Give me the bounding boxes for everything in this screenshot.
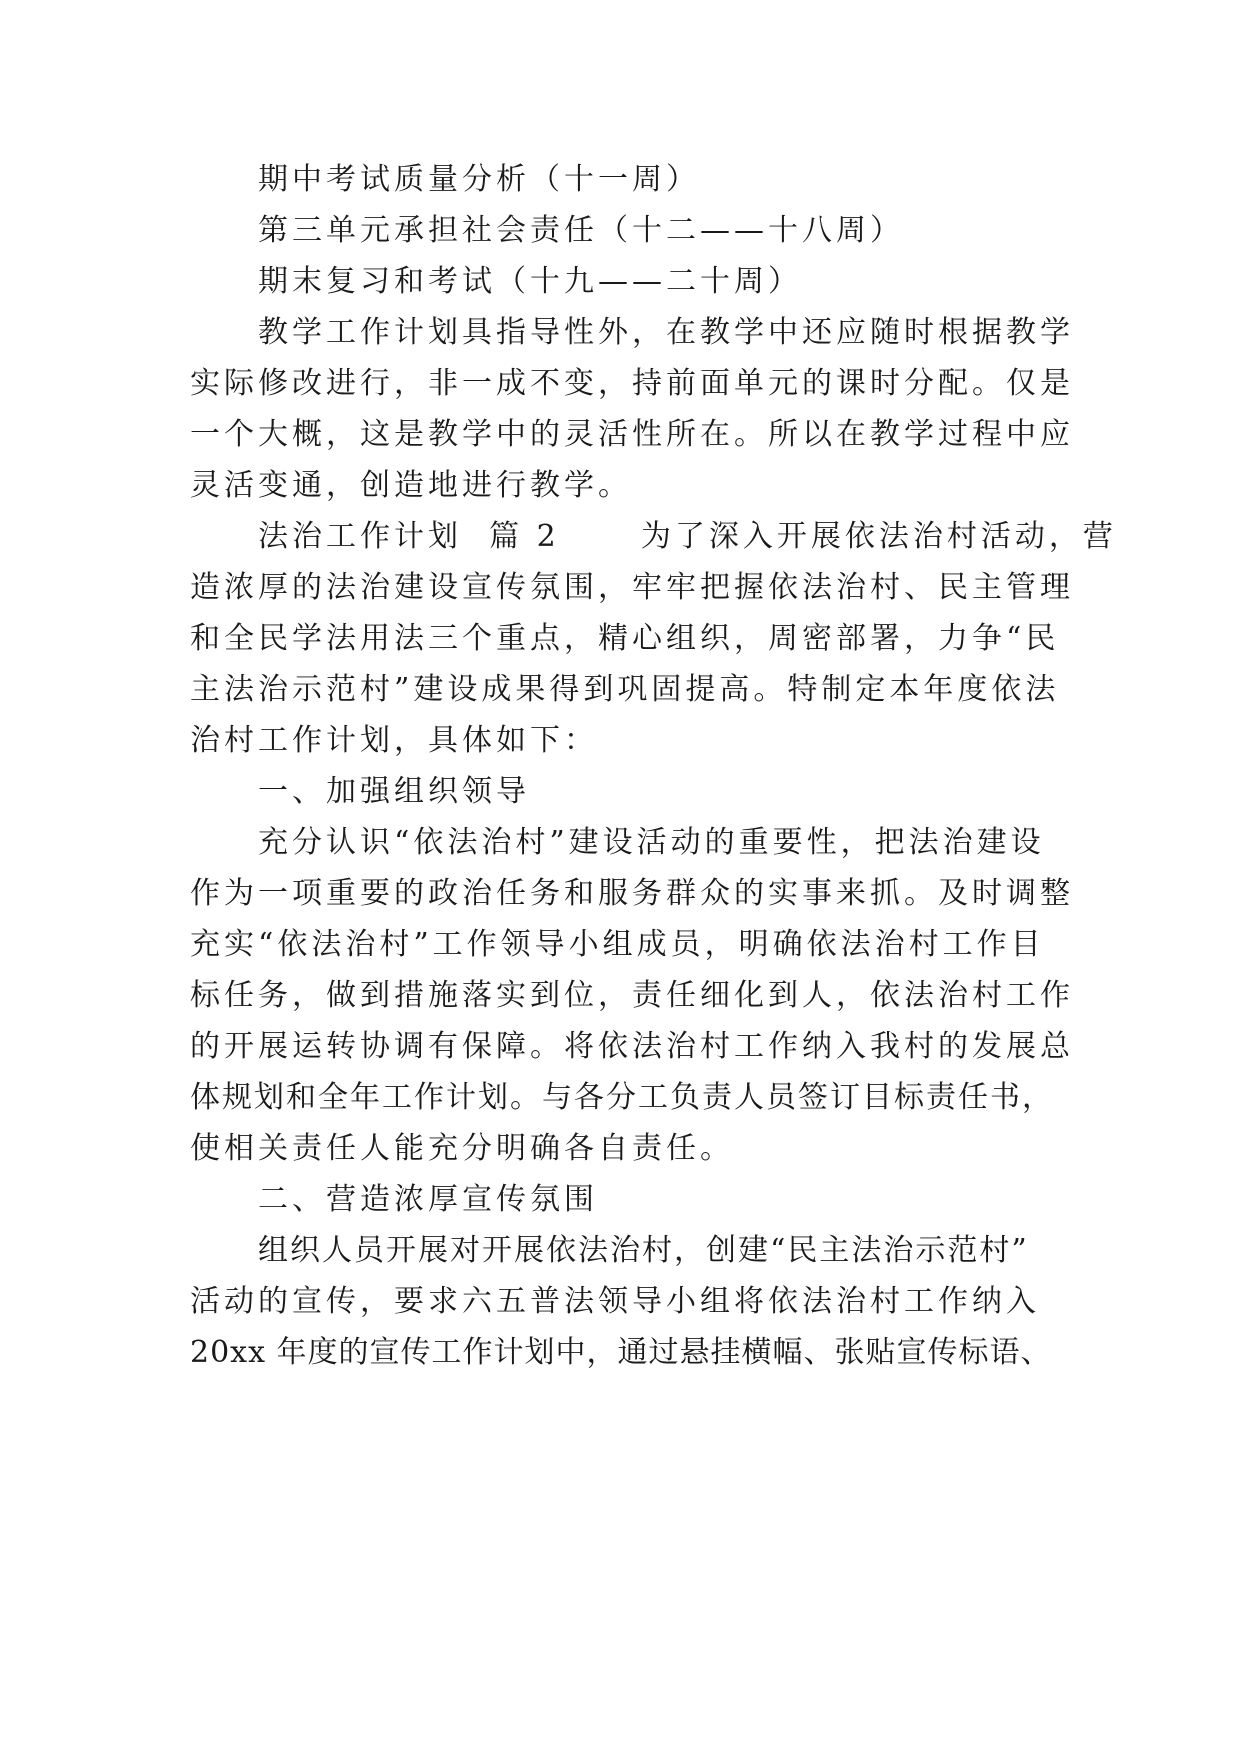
text-line: 一个大概，这是教学中的灵活性所在。所以在教学过程中应 — [190, 417, 1074, 452]
text-line: 20xx 年度的宣传工作计划中，通过悬挂横幅、张贴宣传标语、 — [190, 1335, 1052, 1370]
text-line: 活动的宣传，要求六五普法领导小组将依法治村工作纳入 — [190, 1284, 1040, 1319]
section-title-line: 法治工作计划 篇 2 为了深入开展依法治村活动，营 — [258, 519, 1117, 554]
text-line: 第三单元承担社会责任（十二——十八周） — [258, 213, 904, 248]
text-line: 期末复习和考试（十九——二十周） — [258, 264, 802, 299]
text-line: 使相关责任人能充分明确各自责任。 — [190, 1131, 734, 1166]
text-line: 治村工作计划，具体如下： — [190, 723, 598, 758]
text-line: 标任务，做到措施落实到位，责任细化到人，依法治村工作 — [190, 978, 1074, 1013]
text-line: 期中考试质量分析（十一周） — [258, 162, 700, 197]
text-line: 和全民学法用法三个重点，精心组织，周密部署，力争“民 — [190, 621, 1060, 656]
text-line: 实际修改进行，非一成不变，持前面单元的课时分配。仅是 — [190, 366, 1074, 401]
text-line: 体规划和全年工作计划。与各分工负责人员签订目标责任书， — [190, 1080, 1054, 1115]
text-line: 充分认识“依法治村”建设活动的重要性，把法治建设 — [258, 825, 1045, 860]
text-line: 组织人员开展对开展依法治村，创建“民主法治示范村” — [258, 1233, 1029, 1268]
heading-line: 一、加强组织领导 — [258, 774, 530, 809]
text-line: 造浓厚的法治建设宣传氛围，牢牢把握依法治村、民主管理 — [190, 570, 1074, 605]
text-line: 教学工作计划具指导性外，在教学中还应随时根据教学 — [258, 315, 1074, 350]
text-line: 的开展运转协调有保障。将依法治村工作纳入我村的发展总 — [190, 1029, 1074, 1064]
text-line: 主法治示范村”建设成果得到巩固提高。特制定本年度依法 — [190, 672, 1060, 707]
heading-line: 二、营造浓厚宣传氛围 — [258, 1182, 598, 1217]
text-line: 充实“依法治村”工作领导小组成员，明确依法治村工作目 — [190, 927, 1045, 962]
text-line: 作为一项重要的政治任务和服务群众的实事来抓。及时调整 — [190, 876, 1074, 911]
text-line: 灵活变通，创造地进行教学。 — [190, 468, 632, 503]
